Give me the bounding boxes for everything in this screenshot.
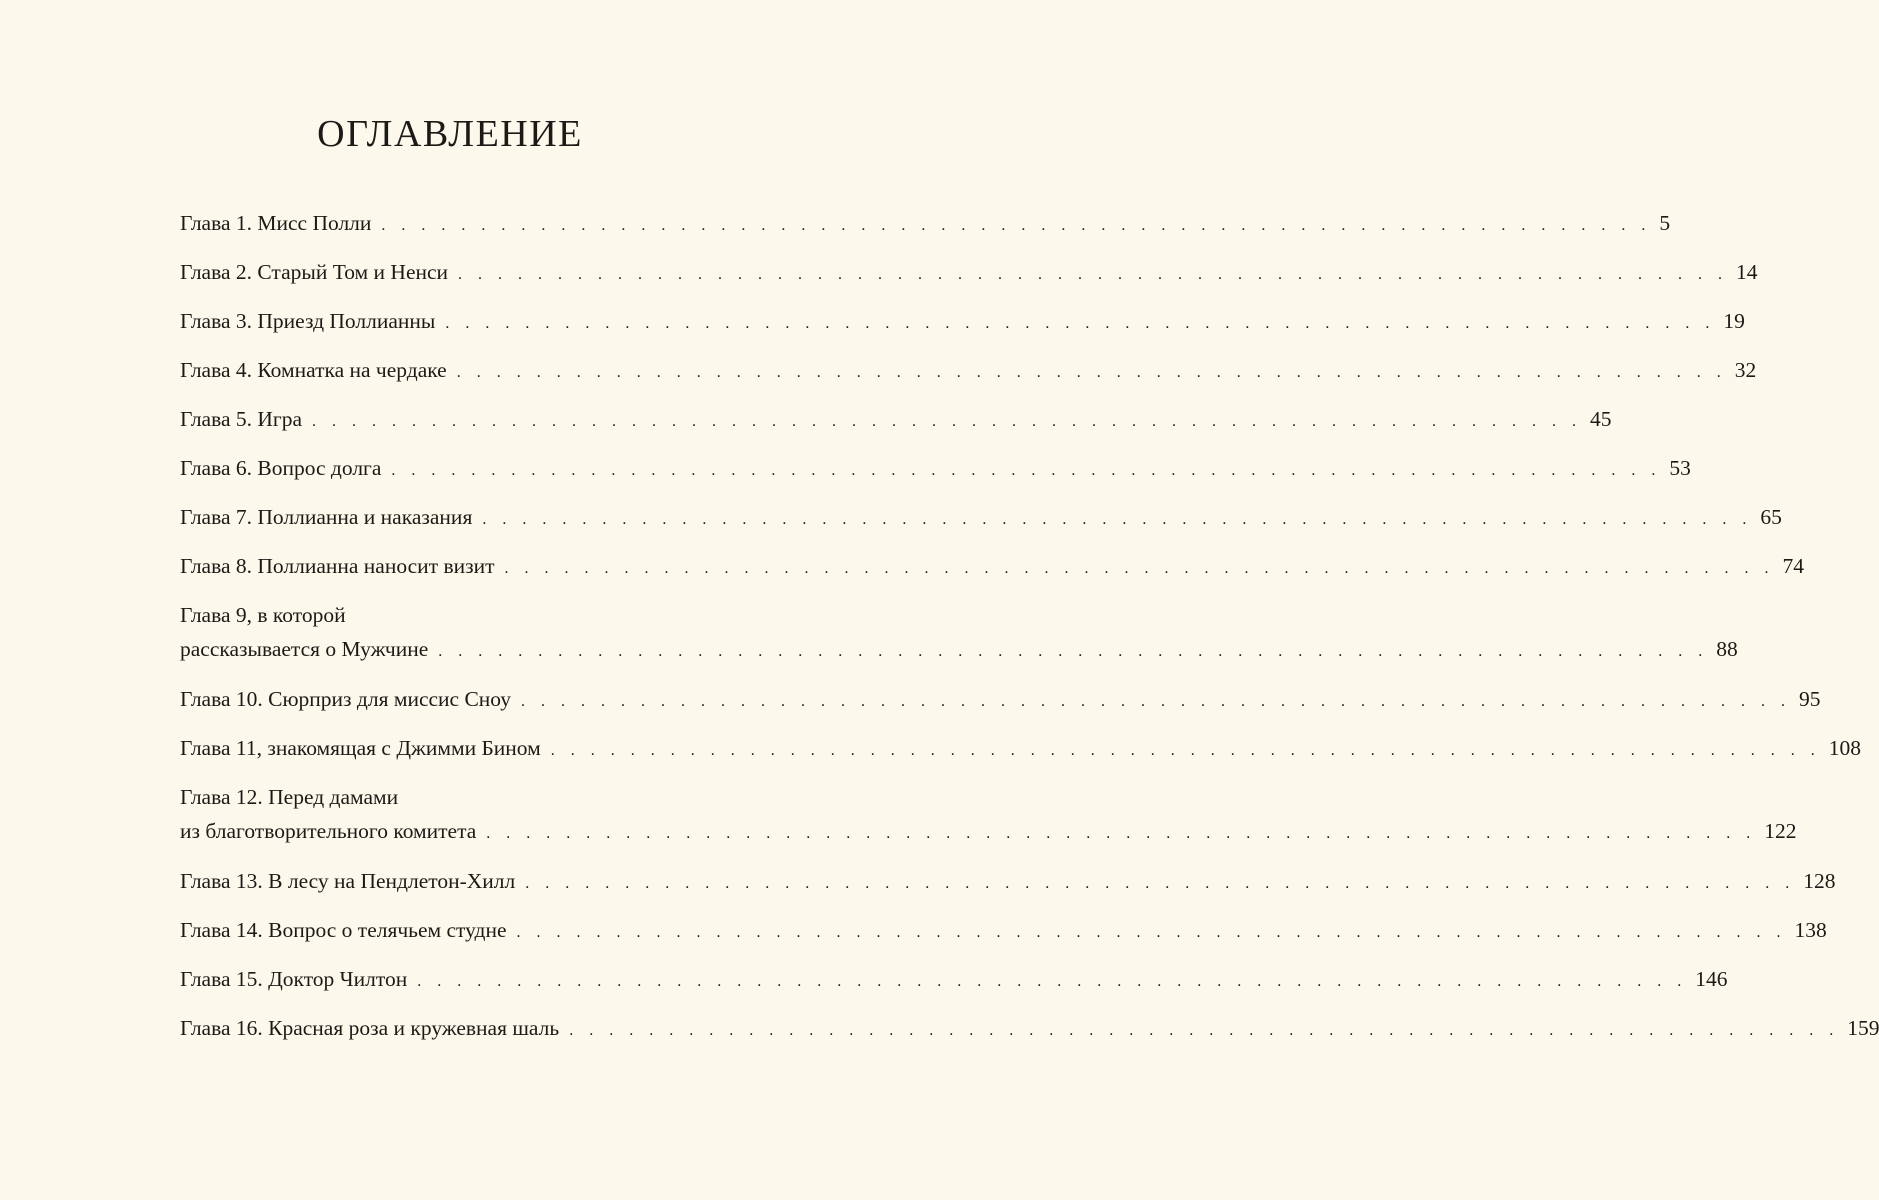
toc-entry[interactable] (180, 304, 1745, 341)
chapter-title: рассказывается о Мужчине (180, 637, 429, 661)
dot-leader: . . . . . . . . . . . . . . . . . . . . . . . . . . . . . . . . . . . . . . . . . . . . . . . . . . . . . . . . . . . . . . . . (504, 560, 1775, 577)
toc-entry-last-line (180, 962, 1728, 999)
chapter-title: Глава 9, в которой (180, 603, 346, 627)
toc-entry-last-line (180, 632, 1738, 669)
chapter-title: Глава 2. Старый Том и Ненси (180, 260, 449, 284)
toc-entry-last-line (180, 814, 1797, 851)
toc-entry[interactable] (180, 598, 1738, 669)
page-number: 138 (1794, 918, 1827, 942)
page-number: 45 (1590, 407, 1612, 431)
chapter-title: Глава 10. Сюрприз для миссис Сноу (180, 687, 511, 711)
chapter-title: Глава 14. Вопрос о телячьем студне (180, 918, 507, 942)
dot-leader: . . . . . . . . . . . . . . . . . . . . . . . . . . . . . . . . . . . . . . . . . . . . . . . . . . . . . . . . . . . . . . . . (569, 1022, 1840, 1039)
dot-leader: . . . . . . . . . . . . . . . . . . . . . . . . . . . . . . . . . . . . . . . . . . . . . . . . . . . . . . . . . . . . . . . . (525, 875, 1796, 892)
toc-entry[interactable] (180, 780, 1797, 851)
toc-entry[interactable] (180, 206, 1671, 243)
chapter-title: Глава 16. Красная роза и кружевная шаль (180, 1016, 560, 1040)
toc-entry-last-line (180, 255, 1758, 292)
chapter-title: Глава 12. Перед дамами (180, 785, 399, 809)
dot-leader: . . . . . . . . . . . . . . . . . . . . . . . . . . . . . . . . . . . . . . . . . . . . . . . . . . . . . . . . . . . . . . . . (550, 742, 1821, 759)
page-number: 146 (1695, 967, 1728, 991)
toc-entry-last-line (180, 353, 1757, 390)
dot-leader: . . . . . . . . . . . . . . . . . . . . . . . . . . . . . . . . . . . . . . . . . . . . . . . . . . . . . . . . . . . . . . . . (520, 693, 1791, 710)
toc-entry-last-line (180, 913, 1827, 950)
dot-leader: . . . . . . . . . . . . . . . . . . . . . . . . . . . . . . . . . . . . . . . . . . . . . . . . . . . . . . . . . . . . . . . . (482, 511, 1753, 528)
chapter-title: Глава 4. Комнатка на чердаке (180, 358, 447, 382)
toc-entry[interactable] (180, 1011, 1879, 1048)
toc-entry[interactable] (180, 353, 1757, 390)
toc-entry[interactable] (180, 402, 1612, 439)
page-number: 53 (1669, 456, 1691, 480)
toc-entry[interactable] (180, 451, 1691, 488)
page-number: 128 (1803, 869, 1836, 893)
page-title: ОГЛАВЛЕНИЕ (317, 113, 583, 155)
page-number: 74 (1782, 554, 1805, 578)
table-of-contents (180, 206, 1879, 1060)
toc-entry-line (180, 780, 763, 814)
toc-entry[interactable] (180, 731, 1862, 768)
toc-entry-last-line (180, 864, 1836, 901)
chapter-title: Глава 5. Игра (180, 407, 303, 431)
toc-entry-last-line (180, 1011, 1879, 1048)
page-number: 122 (1764, 819, 1797, 843)
page-number: 19 (1723, 309, 1745, 333)
toc-entry-line (180, 598, 763, 632)
chapter-title: Глава 3. Приезд Поллианны (180, 309, 436, 333)
chapter-title: из благотворительного комитета (180, 819, 477, 843)
dot-leader: . . . . . . . . . . . . . . . . . . . . . . . . . . . . . . . . . . . . . . . . . . . . . . . . . . . . . . . . . . . . . . . . (456, 364, 1727, 381)
chapter-title: Глава 7. Поллианна и наказания (180, 505, 473, 529)
dot-leader: . . . . . . . . . . . . . . . . . . . . . . . . . . . . . . . . . . . . . . . . . . . . . . . . . . . . . . . . . . . . . . . . (486, 825, 1757, 842)
toc-entry-last-line (180, 549, 1805, 586)
toc-entry[interactable] (180, 682, 1821, 719)
chapter-title: Глава 6. Вопрос долга (180, 456, 382, 480)
toc-entry-last-line (180, 500, 1782, 537)
dot-leader: . . . . . . . . . . . . . . . . . . . . . . . . . . . . . . . . . . . . . . . . . . . . . . . . . . . . . . . . . . . . . . . . (391, 462, 1662, 479)
page-number: 108 (1828, 736, 1862, 760)
page-number: 5 (1659, 211, 1671, 235)
toc-entry[interactable] (180, 864, 1836, 901)
page-number: 88 (1716, 637, 1738, 661)
page-number: 32 (1734, 358, 1757, 382)
dot-leader: . . . . . . . . . . . . . . . . . . . . . . . . . . . . . . . . . . . . . . . . . . . . . . . . . . . . . . . . . . . . . . . . (381, 217, 1652, 234)
toc-entry-last-line (180, 402, 1612, 439)
dot-leader: . . . . . . . . . . . . . . . . . . . . . . . . . . . . . . . . . . . . . . . . . . . . . . . . . . . . . . . . . . . . . . . . (417, 973, 1688, 990)
toc-entry-last-line (180, 682, 1821, 719)
dot-leader: . . . . . . . . . . . . . . . . . . . . . . . . . . . . . . . . . . . . . . . . . . . . . . . . . . . . . . . . . . . . . . . . (445, 315, 1716, 332)
toc-entry[interactable] (180, 549, 1805, 586)
toc-entry-last-line (180, 206, 1671, 243)
toc-entry-last-line (180, 451, 1691, 488)
page-number: 14 (1736, 260, 1758, 284)
page-number: 65 (1760, 505, 1782, 529)
chapter-title: Глава 13. В лесу на Пендлетон-Хилл (180, 869, 516, 893)
dot-leader: . . . . . . . . . . . . . . . . . . . . . . . . . . . . . . . . . . . . . . . . . . . . . . . . . . . . . . . . . . . . . . . . (312, 413, 1583, 430)
dot-leader: . . . . . . . . . . . . . . . . . . . . . . . . . . . . . . . . . . . . . . . . . . . . . . . . . . . . . . . . . . . . . . . . (516, 924, 1787, 941)
chapter-title: Глава 15. Доктор Чилтон (180, 967, 408, 991)
toc-entry[interactable] (180, 500, 1782, 537)
chapter-title: Глава 11, знакомящая с Джимми Бином (180, 736, 541, 760)
toc-entry[interactable] (180, 962, 1728, 999)
toc-entry-last-line (180, 731, 1862, 768)
toc-entry[interactable] (180, 913, 1827, 950)
toc-entry-last-line (180, 304, 1745, 341)
dot-leader: . . . . . . . . . . . . . . . . . . . . . . . . . . . . . . . . . . . . . . . . . . . . . . . . . . . . . . . . . . . . . . . . (438, 643, 1709, 660)
page-number: 159 (1847, 1016, 1879, 1040)
chapter-title: Глава 8. Поллианна наносит визит (180, 554, 495, 578)
chapter-title: Глава 1. Мисс Полли (180, 211, 372, 235)
dot-leader: . . . . . . . . . . . . . . . . . . . . . . . . . . . . . . . . . . . . . . . . . . . . . . . . . . . . . . . . . . . . . . . . (458, 266, 1729, 283)
toc-entry[interactable] (180, 255, 1758, 292)
page-number: 95 (1798, 687, 1821, 711)
